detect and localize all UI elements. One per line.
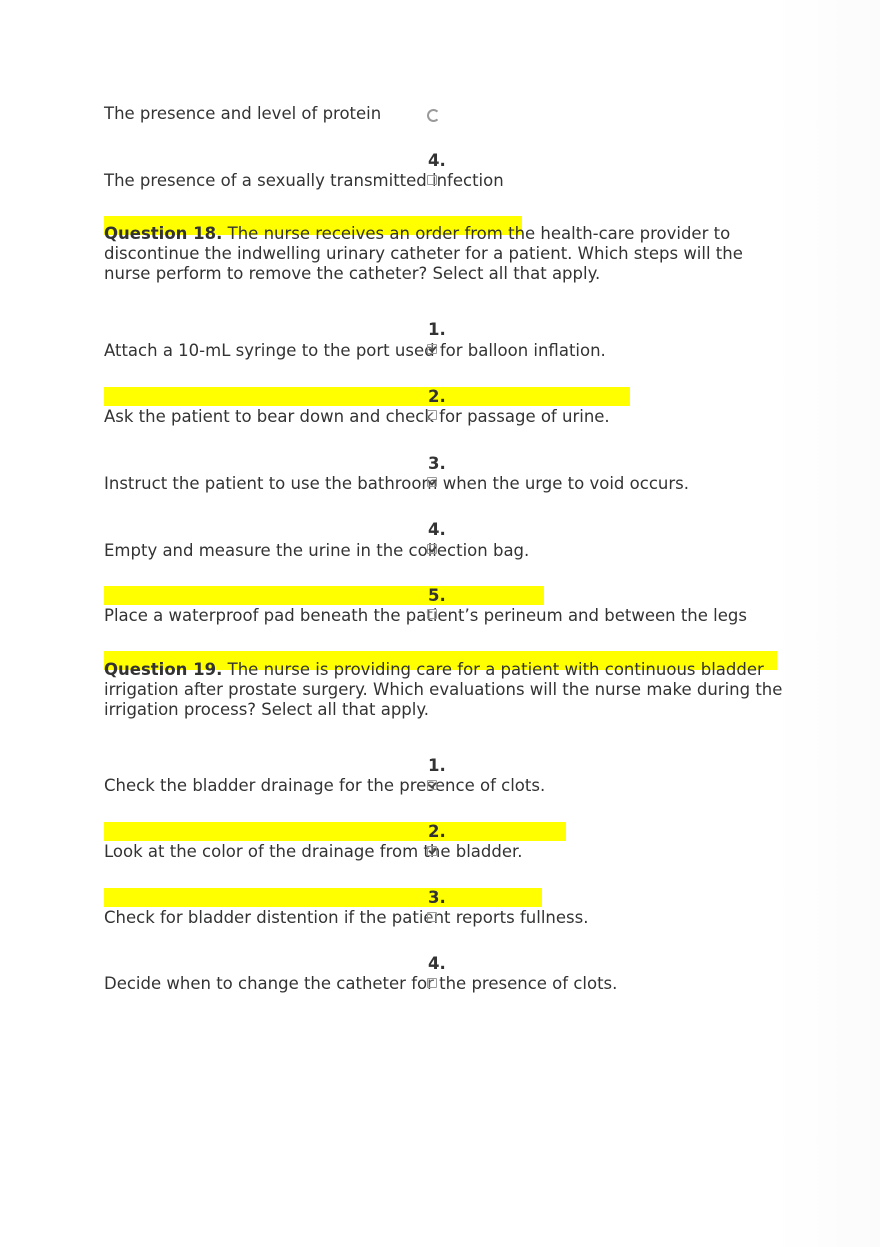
highlight-q19-option-3	[104, 888, 542, 907]
question-19-prompt	[104, 660, 794, 720]
option-text: Instruct the patient to use the bathroom when the urge to void occurs.	[104, 474, 689, 493]
option-text: Empty and measure the urine in the collection bag.	[104, 541, 530, 560]
option-text: Attach a 10-mL syringe to the port used for balloon inflation.	[104, 341, 606, 360]
question-19-label: Question 19.	[104, 660, 223, 679]
radio-button[interactable]	[427, 109, 440, 122]
checkbox[interactable]	[427, 609, 437, 619]
checkbox[interactable]	[427, 780, 437, 790]
checkbox[interactable]	[427, 912, 437, 922]
question-18-label: Question 18.	[104, 224, 223, 243]
question-18-prompt	[104, 224, 794, 284]
option-number: 3.	[428, 454, 446, 473]
option-number: 1.	[428, 756, 446, 775]
checkbox[interactable]	[427, 544, 437, 554]
checkbox[interactable]	[427, 175, 437, 185]
checkbox[interactable]	[427, 410, 437, 420]
checkbox[interactable]	[427, 344, 437, 354]
highlight-q18-option-5	[104, 586, 544, 605]
question-18-text: The nurse receives an order from the health-care provider to discontinue the indwelling urinary catheter for a patient. Which steps will the nurse perform to remove the catheter? Select all that apply.	[104, 224, 743, 283]
option-text: The presence of a sexually transmitted infection	[104, 171, 504, 190]
option-number: 5.	[428, 586, 446, 605]
checkbox[interactable]	[427, 978, 437, 988]
option-text: Place a waterproof pad beneath the patient’s perineum and between the legs	[104, 606, 747, 625]
option-number: 4.	[428, 954, 446, 973]
option-text: Check the bladder drainage for the presence of clots.	[104, 776, 546, 795]
option-number: 2.	[428, 387, 446, 406]
option-number: 1.	[428, 320, 446, 339]
option-number: 4.	[428, 151, 446, 170]
option-number: 4.	[428, 520, 446, 539]
question-19-text: The nurse is providing care for a patient with continuous bladder irrigation after prostate surgery. Which evaluations will the nurse make during the irrigation process? Select all that apply.	[104, 660, 783, 719]
option-text: Decide when to change the catheter for the presence of clots.	[104, 974, 618, 993]
highlight-q18-option-2	[104, 387, 630, 406]
checkbox[interactable]	[427, 846, 437, 856]
option-text: Look at the color of the drainage from the bladder.	[104, 842, 523, 861]
checkbox[interactable]	[427, 477, 437, 487]
option-text: The presence and level of protein	[104, 104, 382, 123]
option-text: Ask the patient to bear down and check for passage of urine.	[104, 407, 610, 426]
option-number: 2.	[428, 822, 446, 841]
option-text: Check for bladder distention if the patient reports fullness.	[104, 908, 589, 927]
option-number: 3.	[428, 888, 446, 907]
highlight-q19-option-2	[104, 822, 566, 841]
